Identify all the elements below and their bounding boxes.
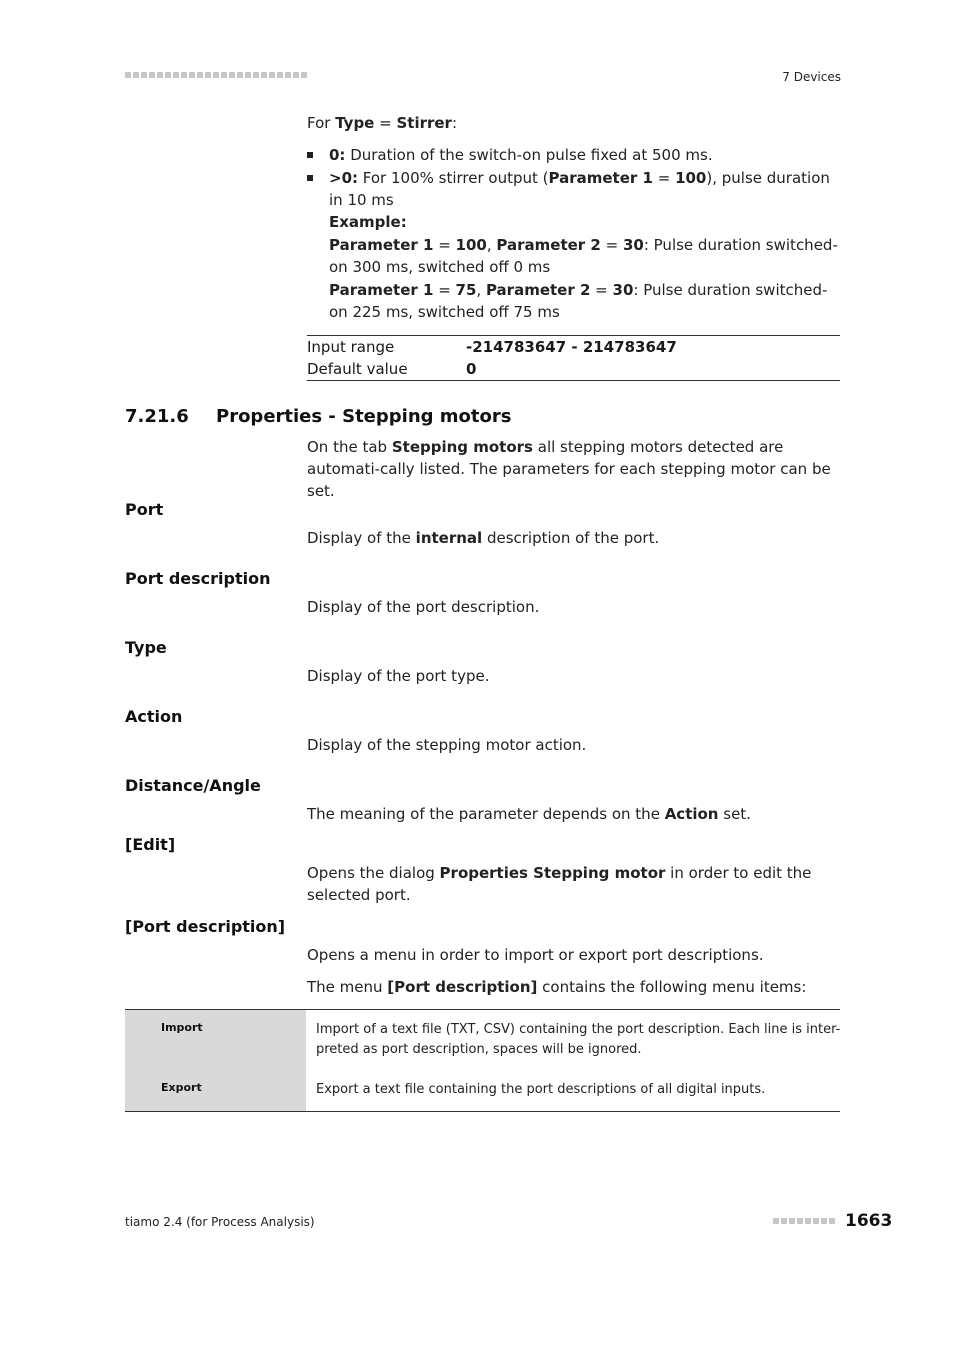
term-action: Action [125, 707, 183, 726]
term-distance-angle: Distance/Angle [125, 776, 261, 795]
menu-item-export-desc: Export a text file containing the port descriptions of all digital inputs. [316, 1082, 766, 1097]
term-distance-angle-body: The meaning of the parameter depends on the Action set. [307, 805, 751, 823]
header-decoration-dots [125, 72, 307, 79]
example-line-1: Parameter 1 = 100, Parameter 2 = 30: Pulse duration switched-on 300 ms, switched off 0 ms [329, 236, 838, 276]
input-range-row: Input range -214783647 - 214783647 [307, 338, 677, 356]
term-type-body: Display of the port type. [307, 667, 490, 685]
default-value-row: Default value 0 [307, 360, 477, 378]
input-range-table [307, 335, 840, 381]
stirrer-bullet-list [307, 144, 840, 323]
chapter-title: 7 Devices [782, 70, 841, 84]
page-number: 1663 [845, 1211, 893, 1231]
term-edit: [Edit] [125, 835, 176, 854]
menu-items-table [125, 1009, 840, 1112]
bullet-zero: 0: Duration of the switch-on pulse fixed at 500 ms. [307, 144, 840, 166]
term-port-description-body: Display of the port description. [307, 598, 540, 616]
type-stirrer-heading: For Type = Stirrer: [307, 114, 458, 132]
term-port-description: Port description [125, 569, 271, 588]
term-action-body: Display of the stepping motor action. [307, 736, 587, 754]
menu-items-label-column [125, 1010, 306, 1111]
section-heading: 7.21.6 Properties - Stepping motors [125, 406, 512, 427]
menu-intro: The menu [Port description] contains the following menu items: [307, 978, 807, 996]
section-intro: On the tab Stepping motors all stepping motors detected are automati-cally listed. The parameters for each stepping motor can be set. [307, 438, 831, 500]
term-port: Port [125, 500, 164, 519]
footer-decoration-dots [773, 1218, 839, 1225]
menu-item-import-label: Import [161, 1021, 203, 1034]
term-edit-body: Opens the dialog Properties Stepping motor in order to edit the selected port. [307, 864, 812, 904]
bullet-square-icon [307, 175, 313, 181]
term-port-description-button: [Port description] [125, 917, 286, 936]
bullet-square-icon [307, 152, 313, 158]
menu-item-export-label: Export [161, 1081, 202, 1094]
bullet-greater-zero: >0: For 100% stirrer output (Parameter 1 = 100), pulse duration in 10 ms Example: Parameter 1 = 100, Parameter 2 = 30: Pulse duration switched-on 300 ms, switched off 0 ms Parameter 1 = 75, Parameter 2 = 30: Pulse duration switched-on 225 ms, switched off 75 ms [307, 167, 840, 323]
term-type: Type [125, 638, 167, 657]
term-port-description-button-body: Opens a menu in order to import or export port descriptions. [307, 946, 764, 964]
menu-item-import-desc: Import of a text file (TXT, CSV) containing the port description. Each line is inter-preted as port description, spaces will be ignored. [316, 1022, 841, 1057]
term-port-description-text: Display of the internal description of the port. [307, 529, 660, 547]
example-label: Example: [329, 213, 407, 231]
example-line-2: Parameter 1 = 75, Parameter 2 = 30: Pulse duration switched-on 225 ms, switched off 75 ms [329, 281, 828, 321]
footer-product: tiamo 2.4 (for Process Analysis) [125, 1215, 315, 1229]
